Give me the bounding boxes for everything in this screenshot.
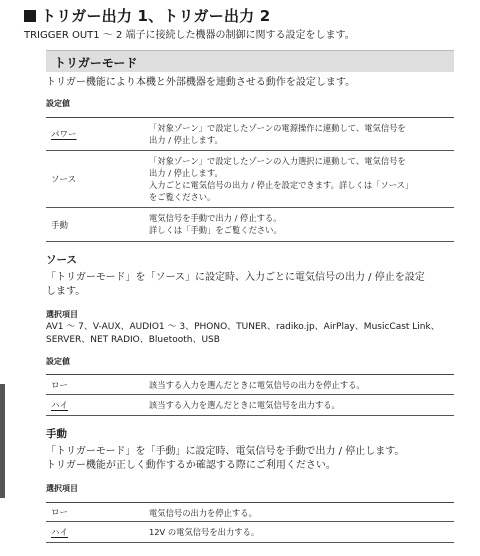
page-title-text: トリガー出力 1、トリガー出力 2: [41, 7, 271, 25]
table-row: [46, 503, 454, 522]
row-value: 「対象ゾーン」で設定したゾーンの電源操作に連動して、電気信号を 出力 / 停止します。: [149, 123, 406, 145]
row-key: ロー: [51, 508, 69, 518]
row-key: ハイ: [51, 401, 69, 411]
trigger-mode-section-bar: [46, 50, 454, 72]
row-key: ソース: [51, 175, 77, 185]
row-value: 該当する入力を選んだときに電気信号の出力を停止する。: [149, 380, 365, 390]
source-settings-label: 設定値: [46, 357, 70, 366]
table-row: [46, 375, 454, 395]
trigger-mode-table: [46, 117, 454, 242]
row-value: 電気信号を手動で出力 / 停止する。 詳しくは「手動」をご覧ください。: [149, 213, 282, 235]
table-row: [46, 151, 454, 208]
table-row: [46, 522, 454, 543]
row-value: 該当する入力を選んだときに電気信号を出力する。: [149, 400, 340, 410]
source-table: [46, 374, 454, 416]
table-row: [46, 395, 454, 416]
source-description: 「トリガーモード」を「ソース」に設定時、入力ごとに電気信号の出力 / 停止を設定 します。: [46, 272, 425, 297]
source-options-label: 選択項目: [46, 310, 78, 319]
page-title: [24, 5, 270, 26]
manual-description: 「トリガーモード」を「手動」に設定時、電気信号を手動で出力 / 停止します。 トリガー機能が正しく動作するか確認する際にご利用ください。: [46, 446, 405, 471]
side-index-tab: [0, 384, 5, 498]
row-key: ロー: [51, 380, 69, 391]
square-bullet-icon: [24, 10, 36, 22]
row-key: 手動: [51, 220, 69, 231]
page-subtitle: TRIGGER OUT1 ～ 2 端子に接続した機器の制御に関する設定をします。: [24, 30, 355, 41]
source-options-list: AV1 ～ 7、V-AUX、AUDIO1 ～ 3、PHONO、TUNER、radiko.jp、AirPlay、MusicCast Link、 SERVER、NET RADIO、Bluetooth、USB: [46, 322, 440, 345]
manual-heading: 手動: [46, 428, 67, 440]
manual-options-label: 選択項目: [46, 484, 78, 493]
trigger-mode-description: トリガー機能により本機と外部機器を連動させる動作を設定します。: [46, 77, 356, 88]
row-key: ハイ: [51, 528, 69, 538]
table-row: [46, 208, 454, 242]
source-heading: ソース: [46, 254, 77, 266]
manual-table: [46, 502, 454, 543]
row-value: 「対象ゾーン」で設定したゾーンの入力選択に連動して、電気信号を 出力 / 停止します。 入力ごとに電気信号の出力 / 停止を設定できます。詳しくは「ソース」 をご覧ください。: [149, 156, 414, 202]
trigger-mode-settings-label: 設定値: [46, 99, 70, 108]
row-key: パワー: [51, 130, 77, 140]
table-row: [46, 118, 454, 151]
row-value: 電気信号の出力を停止する。: [149, 508, 257, 518]
trigger-mode-heading: トリガーモード: [54, 56, 138, 70]
row-value: 12V の電気信号を出力する。: [149, 527, 260, 537]
